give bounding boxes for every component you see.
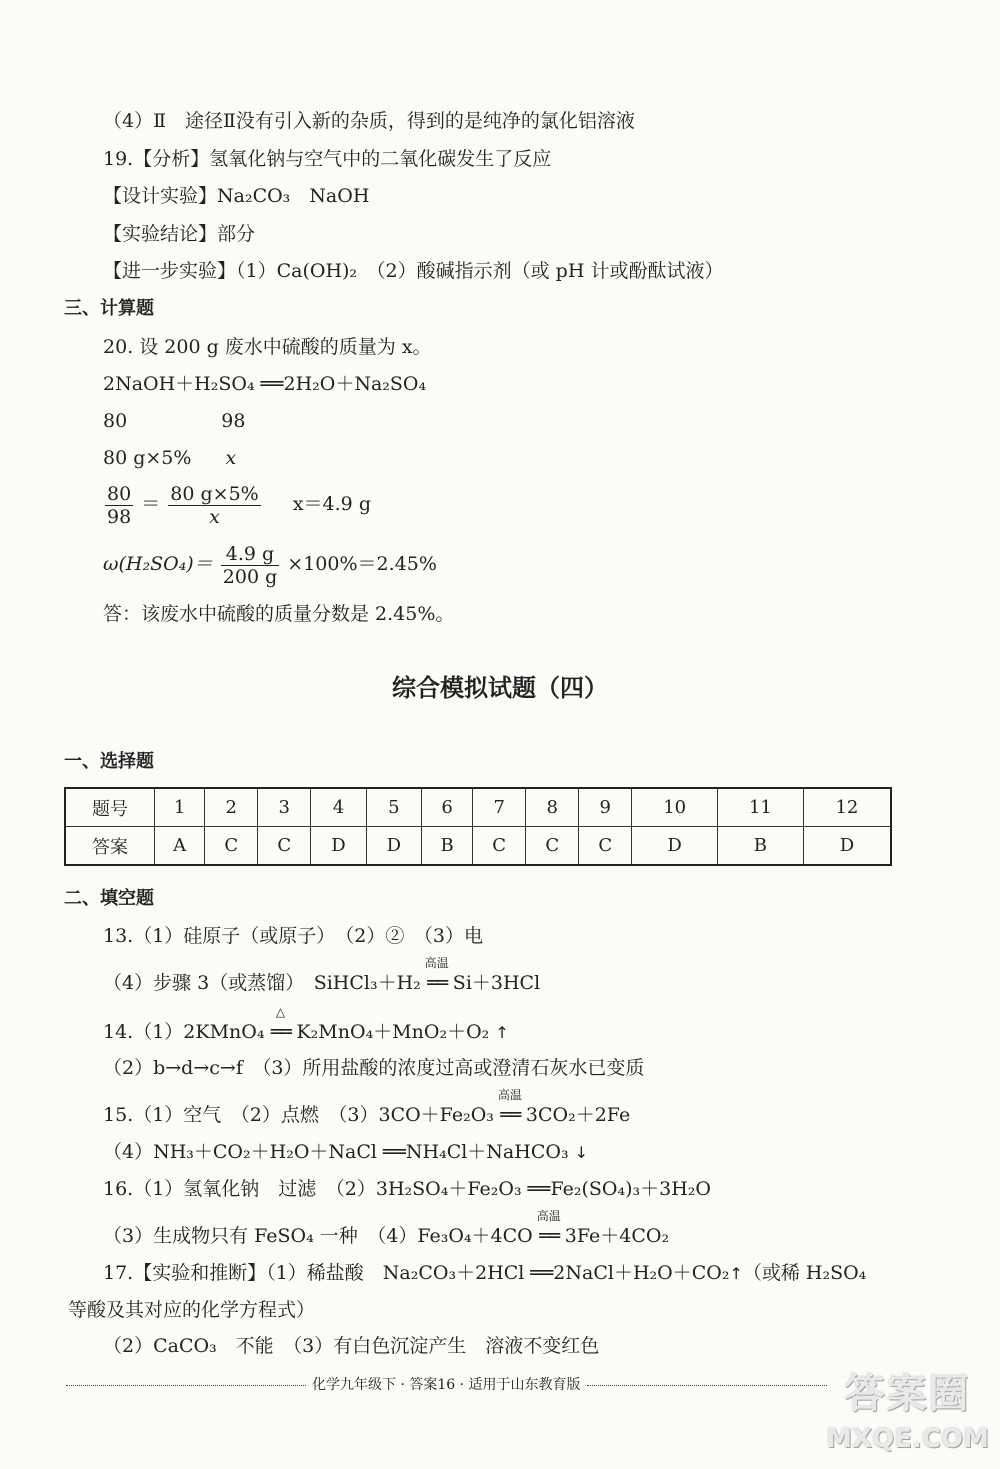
answer-cell: D: [632, 827, 718, 866]
question-number: 2: [205, 788, 258, 827]
heading-choice: 一、选择题: [64, 751, 154, 772]
question-number: 4: [311, 788, 366, 827]
answer-cell: B: [718, 827, 804, 866]
question-number: 10: [632, 788, 718, 827]
answer-cell: C: [526, 827, 579, 866]
answer-19-design: 【设计实验】Na₂CO₃ NaOH: [103, 185, 370, 207]
answer-13-line2: （4）步骤 3（或蒸馏） SiHCl₃＋H₂ 高温 ══ Si＋3HCl: [103, 956, 541, 994]
answer-13-line1: 13.（1）硅原子（或原子） （2）② （3）电: [103, 925, 483, 947]
question-number: 8: [526, 788, 579, 827]
answer-15-line2: （4）NH₃＋CO₂＋H₂O＋NaCl ══NH₄Cl＋NaHCO₃ ↓: [103, 1141, 589, 1163]
fraction-mass-x: $\frac{80 g\times 5\%}{x}$: [170, 482, 259, 528]
answer-14-line1: 14.（1）2KMnO₄ △ ══ K₂MnO₄＋MnO₂＋O₂ ↑: [103, 1005, 509, 1043]
question-number: 1: [155, 788, 205, 827]
reaction-condition: △ ══: [271, 1005, 290, 1043]
fraction-4.9-200: $\frac{4.9 g}{200 g}$: [222, 542, 278, 588]
calc-20-mass-row: [103, 445, 236, 471]
answer-cell: A: [155, 827, 205, 866]
answer-16-line1: 16.（1）氢氧化钠 过滤 （2）3H₂SO₄＋Fe₂O₃ ══Fe₂(SO₄)₃＋3H₂O: [103, 1178, 712, 1200]
answer-cell: D: [803, 827, 891, 866]
answer-cell: D: [366, 827, 421, 866]
question-number: 5: [366, 788, 421, 827]
calc-20-mass-fraction: ω(H₂SO₄)＝ $\frac{4.9 g}{200 g}$ ×100%＝2.45%: [103, 542, 437, 588]
result-x: x＝4.9 g: [292, 493, 371, 515]
reaction-condition: 高温 ══: [536, 1209, 561, 1247]
question-number: 7: [473, 788, 526, 827]
table-header-answer: 答案: [65, 827, 155, 866]
mass-naoh: 80 g×5%: [103, 447, 192, 469]
precipitate-arrow-icon: ↓: [574, 1143, 589, 1162]
answer-cell: C: [579, 827, 632, 866]
calc-20-setup: 20. 设 200 g 废水中硫酸的质量为 x。: [103, 336, 432, 358]
question-number: 3: [258, 788, 311, 827]
answer-17-line2: 等酸及其对应的化学方程式）: [68, 1299, 316, 1321]
answer-17-line1: 17.【实验和推断】（1）稀盐酸 Na₂CO₃＋2HCl ══2NaCl＋H₂O＋CO₂↑（或稀 H₂SO₄: [103, 1262, 867, 1284]
table-row-numbers: [65, 788, 891, 827]
calc-20-equation: 2NaOH＋H₂SO₄ ══2H₂O＋Na₂SO₄: [103, 373, 427, 395]
molar-mass-h2so4: 98: [221, 410, 246, 432]
watermark-title: 答案圈: [844, 1371, 971, 1417]
answer-cell: C: [258, 827, 311, 866]
answer-19-conclusion: 【实验结论】部分: [103, 223, 256, 245]
reaction-condition: 高温 ══: [424, 956, 449, 994]
reaction-condition: 高温 ══: [497, 1088, 522, 1126]
gas-arrow-icon: ↑: [495, 1023, 509, 1042]
answer-line-4: （4）Ⅱ 途径Ⅱ没有引入新的杂质，得到的是纯净的氯化铝溶液: [103, 110, 635, 132]
heading-calculation: 三、计算题: [64, 298, 154, 319]
heading-fill: 二、填空题: [64, 888, 154, 909]
answer-19-analysis: 19.【分析】氢氧化钠与空气中的二氧化碳发生了反应: [103, 148, 552, 170]
answer-15-line1: 15.（1）空气 （2）点燃 （3）3CO＋Fe₂O₃ 高温 ══ 3CO₂＋2Fe: [103, 1088, 631, 1126]
question-number: 6: [422, 788, 473, 827]
mass-unknown: x: [225, 447, 237, 469]
table-header-number: 题号: [65, 788, 155, 827]
answer-16-line2: （3）生成物只有 FeSO₄ 一种 （4）Fe₃O₄＋4CO 高温 ══ 3Fe＋4CO₂: [103, 1209, 670, 1247]
answer-table: [64, 787, 892, 866]
watermark-logo: [820, 1370, 995, 1466]
calc-20-ratio-row: [103, 408, 245, 434]
footer-dots-right: [587, 1385, 827, 1386]
calc-20-answer: 答：该废水中硫酸的质量分数是 2.45%。: [103, 603, 455, 625]
answer-cell: C: [473, 827, 526, 866]
answer-cell: C: [205, 827, 258, 866]
calc-20-proportion: $\frac{80}{98}$ ＝ $\frac{80 g\times 5\%}{x}$ x＝4.9 g: [107, 482, 371, 528]
fraction-80-98: $\frac{80}{98}$: [107, 482, 132, 528]
molar-mass-naoh: 80: [103, 410, 128, 432]
answer-19-further: 【进一步实验】（1）Ca(OH)₂ （2）酸碱指示剂（或 pH 计或酚酞试液）: [103, 260, 724, 282]
watermark-url: MXQE.COM: [826, 1424, 989, 1454]
question-number: 11: [718, 788, 804, 827]
page-footer: [60, 1375, 830, 1395]
footer-dots-left: [66, 1385, 306, 1386]
answer-17-line3: （2）CaCO₃ 不能 （3）有白色沉淀产生 溶液不变红色: [103, 1335, 600, 1357]
answer-14-line2: （2）b→d→c→f （3）所用盐酸的浓度过高或澄清石灰水已变质: [103, 1057, 645, 1079]
page-title: 综合模拟试题（四）: [392, 674, 608, 702]
table-row-answers: [65, 827, 891, 866]
gas-arrow-icon: ↑: [729, 1264, 743, 1283]
answer-cell: B: [422, 827, 473, 866]
question-number: 12: [803, 788, 891, 827]
footer-text: 化学九年级下 · 答案16 · 适用于山东教育版: [312, 1377, 581, 1393]
answer-cell: D: [311, 827, 366, 866]
question-number: 9: [579, 788, 632, 827]
